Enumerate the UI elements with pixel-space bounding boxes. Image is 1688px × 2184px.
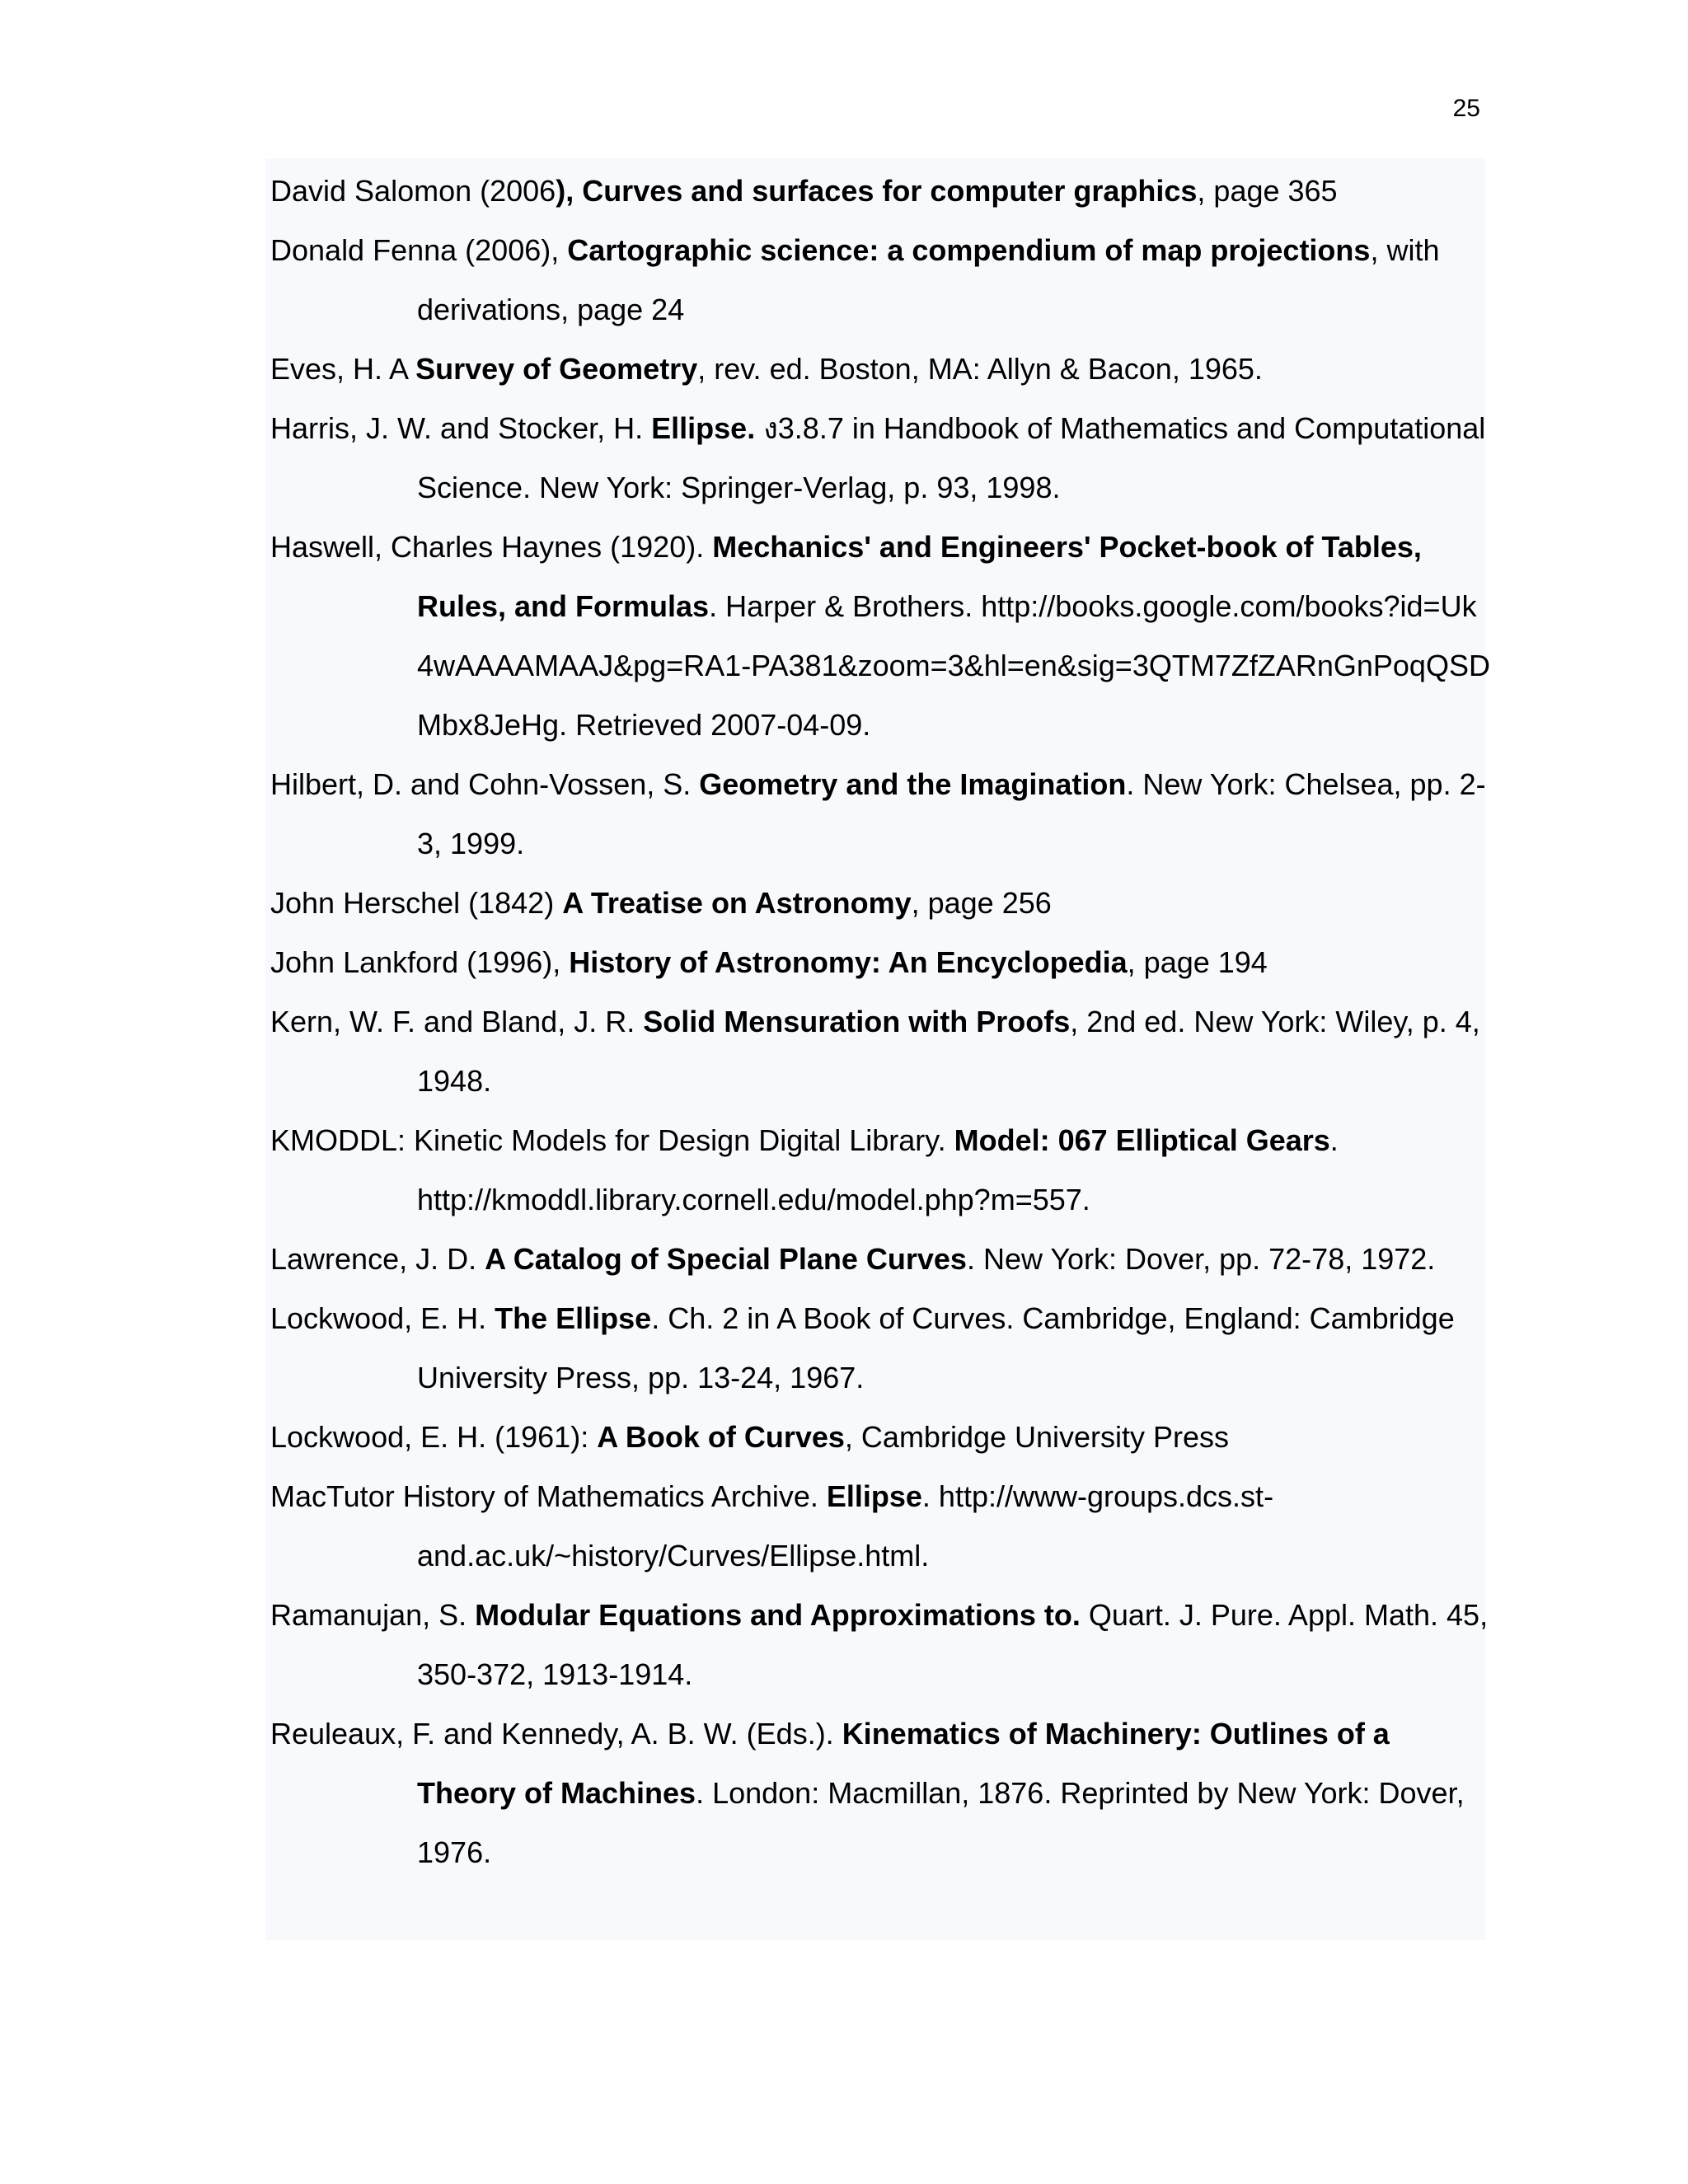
reference-title: History of Astronomy: An Encyclopedia [569,945,1128,979]
reference-retrieved: . Retrieved 2007-04-09. [559,708,871,742]
reference-entry [270,518,1490,755]
reference-title: Ellipse [826,1479,922,1513]
reference-entry [270,1230,1490,1289]
reference-authors: Lockwood, E. H. [270,1301,495,1335]
reference-authors: KMODDL: Kinetic Models for Design Digital Library. [270,1123,954,1157]
reference-title: Geometry and the Imagination [699,767,1127,801]
reference-details: , rev. ed. Boston, MA: Allyn & Bacon, 1965. [697,352,1263,386]
reference-entry [270,874,1490,933]
reference-details: , page 365 [1197,174,1338,208]
reference-title: Survey of Geometry [415,352,698,386]
reference-authors: Haswell, Charles Haynes (1920). [270,530,713,564]
reference-authors: Eves, H. A [270,352,416,386]
reference-authors: John Herschel (1842) [270,886,563,920]
reference-details: ง3.8.7 in Handbook of Mathematics and Computational Science. New York: Springer-Verlag, p. 93, 1998. [417,411,1486,504]
reference-title: Cartographic science: a compendium of map projections [567,233,1371,267]
reference-title: The Ellipse [495,1301,652,1335]
reference-authors: Lawrence, J. D. [270,1242,485,1276]
reference-title: Modular Equations and Approximations to. [475,1598,1081,1632]
reference-entry [270,933,1490,992]
reference-title: A Book of Curves [597,1420,845,1454]
reference-details: . Harper & Brothers. [709,589,982,623]
reference-title: A Treatise on Astronomy [562,886,912,920]
reference-list [270,162,1490,1882]
reference-authors: David Salomon (2006 [270,174,556,208]
reference-entry [270,1704,1490,1882]
reference-entry [270,221,1490,340]
reference-title: Solid Mensuration with Proofs [643,1005,1071,1038]
reference-url[interactable]: http://books.google.com/books?id=Uk4wAAAAMAAJ&pg=RA1-PA381&zoom=3&hl=en&sig=3QTM7ZfZARnGnPoqQSDMbx8JeHg [417,589,1490,742]
reference-authors: Hilbert, D. and Cohn-Vossen, S. [270,767,700,801]
reference-authors: Kern, W. F. and Bland, J. R. [270,1005,644,1038]
reference-entry [270,1586,1490,1704]
reference-authors: John Lankford (1996), [270,945,570,979]
reference-details: , with derivations, page 24 [417,233,1440,326]
reference-entry [270,755,1490,874]
reference-title: Kinematics of Machinery: Outlines of a Theory of Machines [417,1717,1390,1810]
reference-details: . New York: Chelsea, pp. 2-3, 1999. [417,767,1486,860]
reference-authors: Lockwood, E. H. (1961): [270,1420,598,1454]
page-number: 25 [1452,95,1480,122]
reference-title: Mechanics' and Engineers' Pocket-book of Tables, Rules, and Formulas [417,530,1422,623]
reference-details: . Ch. 2 in A Book of Curves. Cambridge, England: Cambridge University Press, pp. 13-24, 1967. [417,1301,1455,1394]
reference-details: , page 194 [1127,945,1268,979]
reference-authors: Ramanujan, S. [270,1598,476,1632]
reference-entry [270,1408,1490,1467]
reference-authors: Harris, J. W. and Stocker, H. [270,411,652,445]
reference-authors: Reuleaux, F. and Kennedy, A. B. W. (Eds.). [270,1717,842,1750]
reference-details: , 2nd ed. New York: Wiley, p. 4, 1948. [417,1005,1480,1098]
reference-authors: Donald Fenna (2006), [270,233,568,267]
reference-details: . London: Macmillan, 1876. Reprinted by New York: Dover, 1976. [417,1776,1465,1869]
reference-details: . http://kmoddl.library.cornell.edu/model.php?m=557. [417,1123,1339,1216]
reference-entry [270,340,1490,399]
reference-details: , Cambridge University Press [844,1420,1230,1454]
reference-details: , page 256 [911,886,1052,920]
reference-entry [270,992,1490,1111]
reference-title: A Catalog of Special Plane Curves [485,1242,967,1276]
reference-entry [270,1467,1490,1586]
reference-details: . New York: Dover, pp. 72-78, 1972. [966,1242,1436,1276]
reference-title: ), Curves and surfaces for computer graphics [556,174,1198,208]
reference-entry [270,162,1490,221]
reference-title: Ellipse. [651,411,756,445]
reference-title: Model: 067 Elliptical Gears [954,1123,1330,1157]
reference-entry [270,1289,1490,1408]
reference-entry [270,1111,1490,1230]
reference-authors: MacTutor History of Mathematics Archive. [270,1479,827,1513]
reference-details: . http://www-groups.dcs.st-and.ac.uk/~history/Curves/Ellipse.html. [417,1479,1274,1572]
reference-entry [270,399,1490,518]
reference-details: Quart. J. Pure. Appl. Math. 45, 350-372, 1913-1914. [417,1598,1489,1691]
